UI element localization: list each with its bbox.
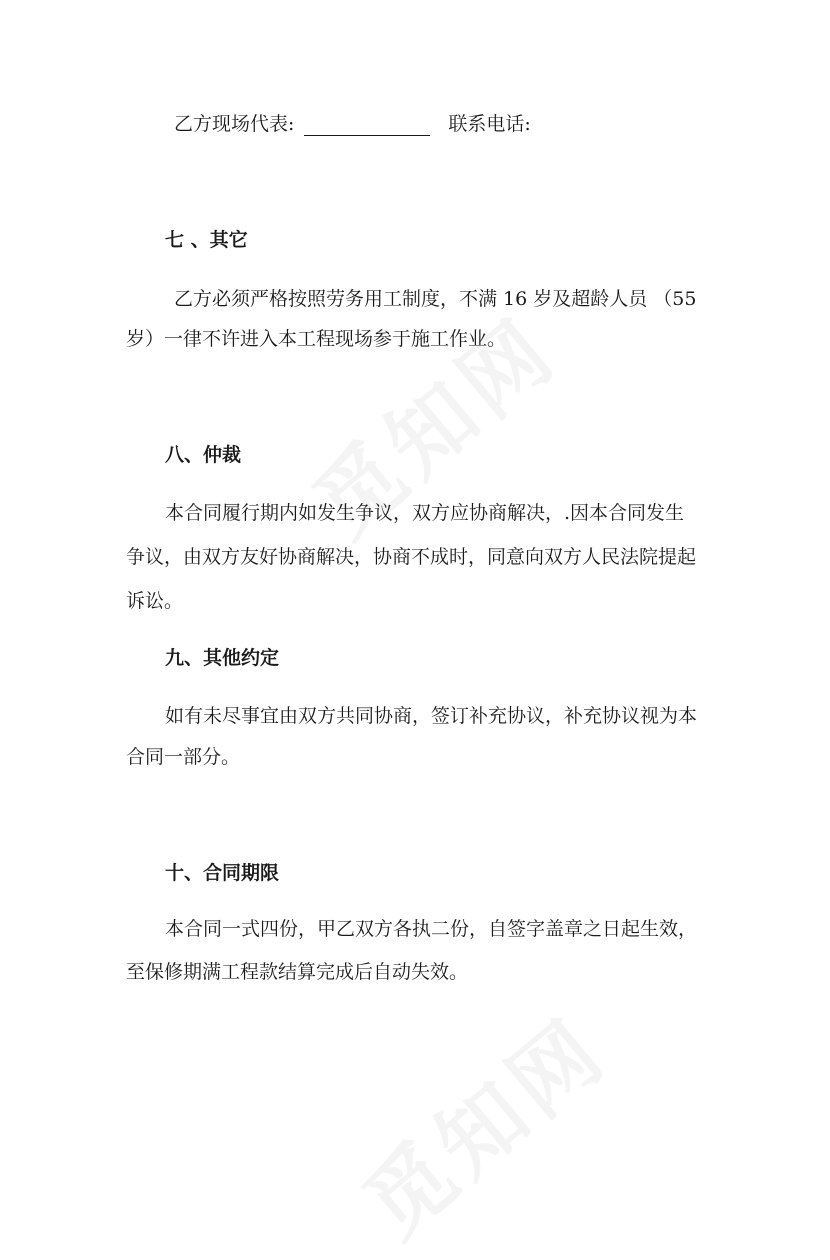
representative-blank-line <box>304 115 430 136</box>
paragraph-line: 乙方必须严格按照劳务用工制度，不满 16 岁及超龄人员 （55 <box>174 288 697 310</box>
section-heading-other: 七 、其它 <box>165 229 248 251</box>
representative-label: 乙方现场代表: <box>174 113 295 135</box>
paragraph-line: 岁）一律不许进入本工程现场参于施工作业。 <box>126 328 507 350</box>
paragraph-line: 争议，由双方友好协商解决，协商不成时，同意向双方人民法院提起 <box>126 546 697 568</box>
phone-label: 联系电话: <box>448 113 531 135</box>
watermark <box>333 984 629 1260</box>
paragraph-line: 诉讼。 <box>126 590 184 612</box>
paragraph-line: 本合同履行期内如发生争议，双方应协商解决，.因本合同发生 <box>165 502 685 524</box>
section-heading-contract-term: 十、合同期限 <box>165 862 280 884</box>
representative-row <box>174 112 531 136</box>
section-heading-other-agreements: 九、其他约定 <box>165 647 280 669</box>
paragraph-line: 至保修期满工程款结算完成后自动失效。 <box>126 961 469 983</box>
paragraph-line: 合同一部分。 <box>126 746 241 768</box>
paragraph-line: 本合同一式四份，甲乙双方各执二份，自签字盖章之日起生效， <box>165 918 698 940</box>
paragraph-line: 如有未尽事宜由双方共同协商，签订补充协议，补充协议视为本 <box>165 705 698 727</box>
section-heading-arbitration: 八、仲裁 <box>165 444 242 466</box>
